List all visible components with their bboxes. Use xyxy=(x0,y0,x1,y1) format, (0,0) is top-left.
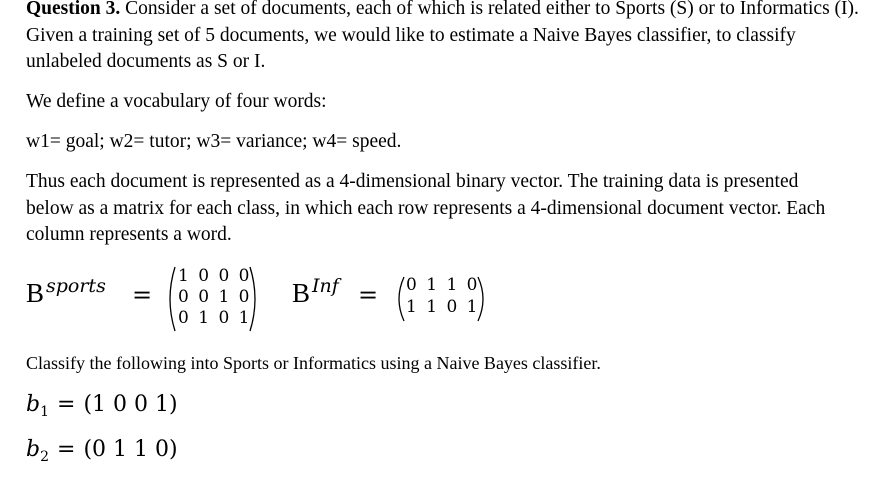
sports-left-paren xyxy=(163,265,177,333)
sports-matrix-base: B xyxy=(26,278,45,308)
classify-instruction: Classify the following into Sports or Informatics using a Naive Bayes classifier. xyxy=(26,353,601,373)
vector-name: b xyxy=(26,392,41,417)
sports-matrix-row: 0 0 1 0 xyxy=(178,287,252,307)
sports-matrix-row: 1 0 0 0 xyxy=(178,266,252,286)
sports-matrix-row: 0 1 0 1 xyxy=(178,308,252,328)
sports-right-paren xyxy=(248,265,262,333)
vector-value: (0 1 1 0) xyxy=(83,437,178,462)
informatics-matrix-row: 1 1 0 1 xyxy=(406,297,480,317)
informatics-matrix-row: 0 1 1 0 xyxy=(406,275,480,295)
vector-name: b xyxy=(26,437,41,462)
question-text: Consider a set of documents, each of which is related either to Sports (S) or to Informatics (I). Given a training set of 5 documents, we would like to estimate a Naive Bayes classifier, to classify unlabeled documents as S or I. xyxy=(26,0,859,72)
representation-paragraph: Thus each document is represented as a 4-dimensional binary vector. The training data is presented below as a matrix for each class, in which each row represents a 4-dimensional document vector. Each column represents a word. xyxy=(26,171,826,245)
vocabulary-list: w1= goal; w2= tutor; w3= variance; w4= speed. xyxy=(26,131,402,152)
vector-equals: = xyxy=(57,437,76,462)
sports-matrix-equals: = xyxy=(132,281,153,309)
vector-subscript: 2 xyxy=(40,449,50,465)
vector-b1 xyxy=(26,391,178,426)
informatics-left-paren xyxy=(392,275,406,323)
informatics-matrix-equals: = xyxy=(358,281,379,309)
sports-matrix-superscript: sports xyxy=(46,275,106,297)
vector-value: (1 0 0 1) xyxy=(83,392,178,417)
informatics-right-paren xyxy=(476,275,490,323)
vector-b2 xyxy=(26,436,178,471)
informatics-matrix-superscript: Inf xyxy=(312,275,339,297)
question-paragraph xyxy=(26,0,871,76)
informatics-matrix-base: B xyxy=(292,278,311,308)
vector-subscript: 1 xyxy=(40,404,50,420)
vector-equals: = xyxy=(57,392,76,417)
vocabulary-intro: We define a vocabulary of four words: xyxy=(26,91,327,112)
question-label: Question 3. xyxy=(26,0,121,19)
